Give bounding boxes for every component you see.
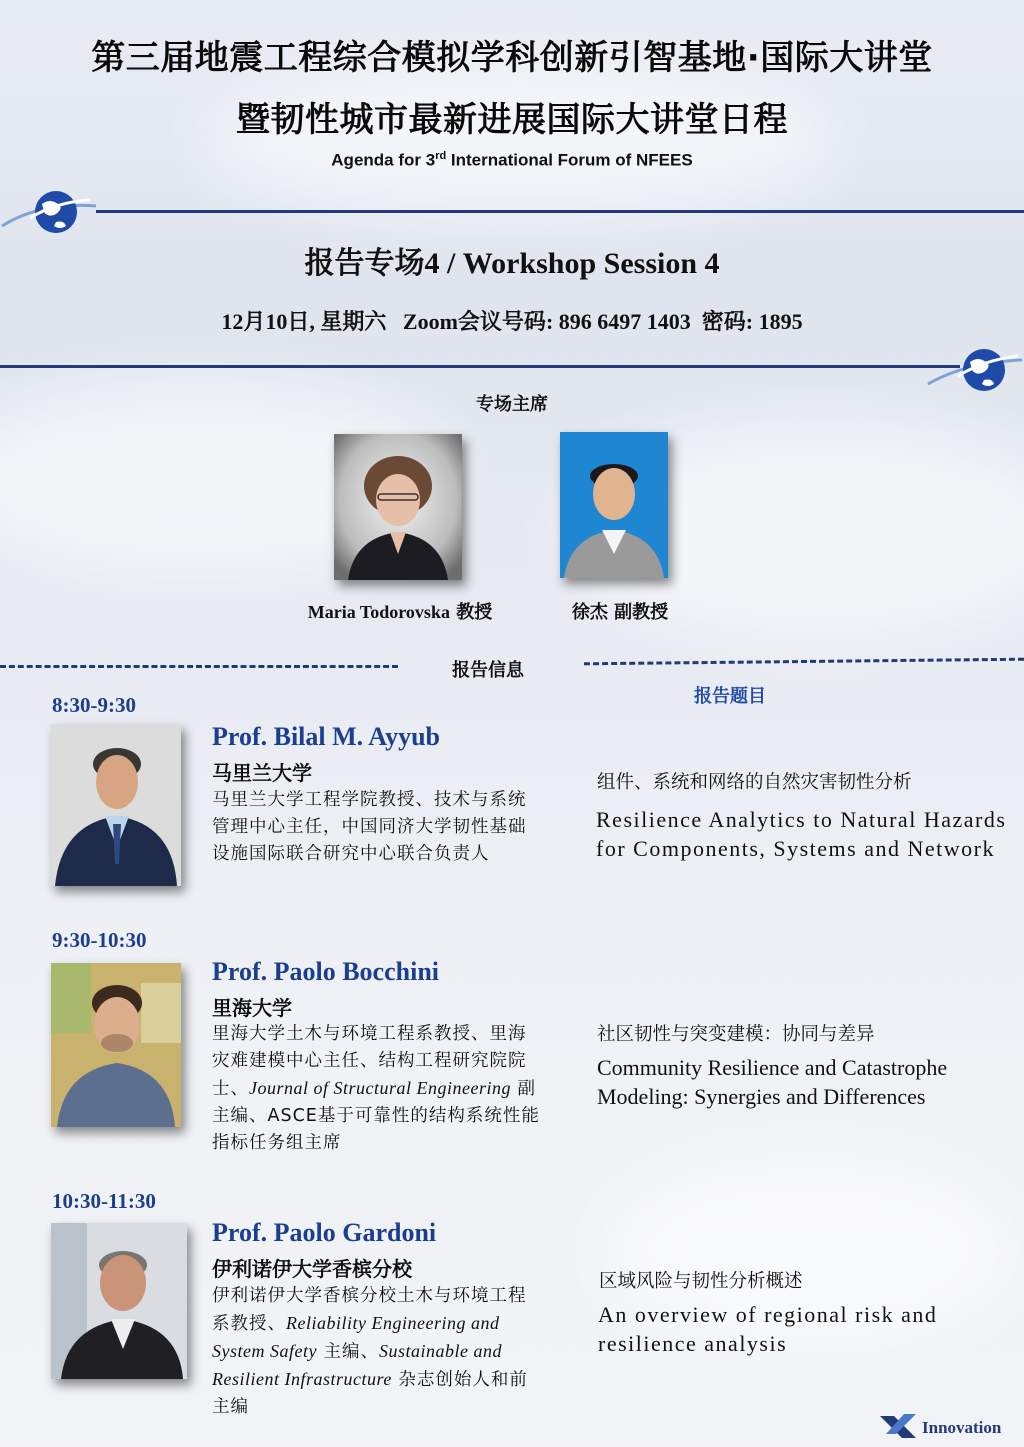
talk-2-topic-cn: 社区韧性与突变建模：协同与差异 bbox=[597, 1024, 875, 1045]
talk-3-time: 10:30-11:30 bbox=[52, 1189, 156, 1213]
chair-name-todorovska: Maria Todorovska 教授 bbox=[307, 602, 493, 623]
info-divider-right bbox=[584, 658, 1024, 666]
page-title-line2: 暨韧性城市最新进展国际大讲堂日程 bbox=[236, 100, 788, 140]
top-divider bbox=[96, 210, 1024, 213]
talk-1-bio: 马里兰大学工程学院教授、技术与系统管理中心主任，中国同济大学韧性基础设施国际联合研究中心联合负责人 bbox=[212, 790, 527, 864]
innovation-logo bbox=[878, 1410, 1018, 1442]
chair-photo-xu bbox=[560, 432, 668, 578]
chair-photo-todorovska bbox=[334, 434, 462, 580]
logo-text: Innovation bbox=[922, 1418, 1002, 1437]
talk-3-institution: 伊利诺伊大学香槟分校 bbox=[212, 1257, 412, 1281]
session-divider bbox=[0, 365, 960, 368]
page-subtitle: Agenda for 3rd International Forum of NFEES bbox=[331, 150, 693, 170]
chairs-label: 专场主席 bbox=[476, 394, 548, 415]
talk-3-bio: 伊利诺伊大学香槟分校土木与环境工程系教授、Reliability Engineering and System Safety 主编、Sustainable and Resilient Infrastructure 杂志创始人和前主编 bbox=[212, 1286, 528, 1417]
talk-2-topic-en: Community Resilience and Catastrophe Modeling: Synergies and Differences bbox=[597, 1055, 948, 1109]
logo-x-icon bbox=[878, 1412, 918, 1440]
talk-1-topic-en: Resilience Analytics to Natural Hazards for Components, Systems and Network bbox=[596, 807, 1007, 861]
globe-icon bbox=[0, 182, 100, 242]
talk-3-speaker-name: Prof. Paolo Gardoni bbox=[212, 1218, 437, 1247]
talk-1-topic-cn: 组件、系统和网络的自然灾害韧性分析 bbox=[597, 772, 912, 793]
talk-2-bio: 里海大学土木与环境工程系教授、里海灾难建模中心主任、结构工程研究院院士、Journal of Structural Engineering 副主编、ASCE基于可靠性的结构系统性能指标任务组主席 bbox=[212, 1024, 540, 1153]
info-label: 报告信息 bbox=[452, 660, 524, 681]
speaker-photo-ayyub bbox=[51, 724, 181, 886]
talk-3-topic-en: An overview of regional risk and resilience analysis bbox=[598, 1302, 938, 1356]
speaker-photo-gardoni bbox=[51, 1223, 187, 1379]
topic-label: 报告题目 bbox=[694, 686, 766, 707]
speaker-photo-bocchini bbox=[51, 963, 181, 1127]
talk-1-institution: 马里兰大学 bbox=[212, 761, 312, 785]
page-title-line1: 第三届地震工程综合模拟学科创新引智基地·国际大讲堂 bbox=[91, 38, 933, 78]
talk-1-time: 8:30-9:30 bbox=[52, 693, 136, 717]
info-divider-left bbox=[0, 665, 398, 668]
talk-2-institution: 里海大学 bbox=[212, 996, 292, 1020]
session-title: 报告专场4 / Workshop Session 4 bbox=[304, 247, 720, 280]
session-meta: 12月10日, 星期六 Zoom会议号码: 896 6497 1403 密码: 1895 bbox=[221, 309, 803, 334]
chair-name-xu: 徐杰 副教授 bbox=[571, 602, 669, 623]
talk-2-time: 9:30-10:30 bbox=[52, 928, 147, 952]
talk-3-topic-cn: 区域风险与韧性分析概述 bbox=[599, 1271, 803, 1292]
talk-1-speaker-name: Prof. Bilal M. Ayyub bbox=[212, 722, 440, 751]
globe-icon bbox=[926, 340, 1024, 400]
talk-2-speaker-name: Prof. Paolo Bocchini bbox=[212, 957, 440, 986]
